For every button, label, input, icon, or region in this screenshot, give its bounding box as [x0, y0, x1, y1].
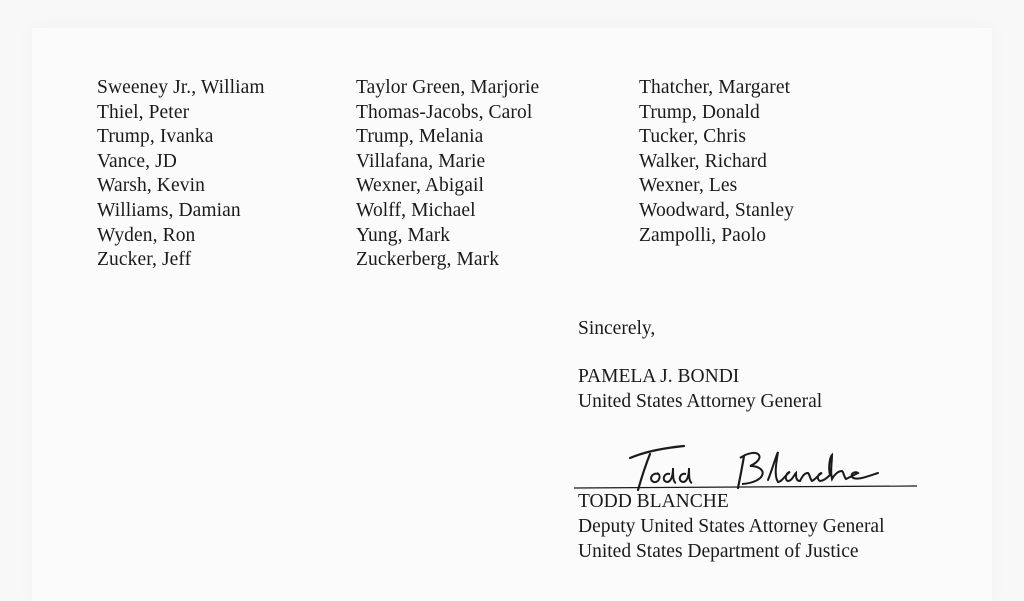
name-entry: Wexner, Les	[639, 175, 738, 197]
name-entry: Wolff, Michael	[356, 199, 476, 221]
signer-title: United States Attorney General	[578, 391, 823, 412]
closing-salutation: Sincerely,	[578, 318, 656, 339]
name-entry: Wyden, Ron	[97, 224, 196, 246]
name-entry: Zampolli, Paolo	[639, 224, 767, 246]
name-entry: Wexner, Abigail	[356, 175, 485, 197]
name-entry: Thiel, Peter	[97, 101, 190, 123]
name-entry: Zucker, Jeff	[97, 249, 192, 271]
name-entry: Thatcher, Margaret	[639, 77, 791, 98]
name-entry: Tucker, Chris	[639, 126, 747, 148]
name-entry: Villafana, Marie	[356, 150, 486, 172]
name-entry: Zuckerberg, Mark	[356, 249, 500, 271]
name-entry: Trump, Ivanka	[97, 126, 214, 148]
name-entry: Trump, Donald	[639, 101, 760, 123]
name-column-3	[639, 76, 794, 248]
name-entry: Taylor Green, Marjorie	[356, 77, 540, 98]
name-entry: Sweeney Jr., William	[97, 77, 265, 98]
name-entry: Trump, Melania	[356, 126, 484, 148]
name-entry: Yung, Mark	[356, 224, 451, 246]
name-column-1	[97, 76, 265, 273]
name-column-2	[356, 76, 539, 273]
signer-name: PAMELA J. BONDI	[578, 366, 740, 387]
name-entry: Thomas-Jacobs, Carol	[356, 101, 533, 123]
handwritten-signature	[572, 436, 922, 496]
name-entry: Walker, Richard	[639, 150, 768, 172]
signer-department: United States Department of Justice	[578, 541, 859, 562]
signer-name: TODD BLANCHE	[578, 491, 729, 512]
name-entry: Vance, JD	[97, 150, 177, 172]
name-entry: Williams, Damian	[97, 199, 241, 221]
name-entry: Warsh, Kevin	[97, 175, 205, 197]
name-entry: Woodward, Stanley	[639, 199, 795, 221]
signer-title: Deputy United States Attorney General	[578, 516, 885, 537]
